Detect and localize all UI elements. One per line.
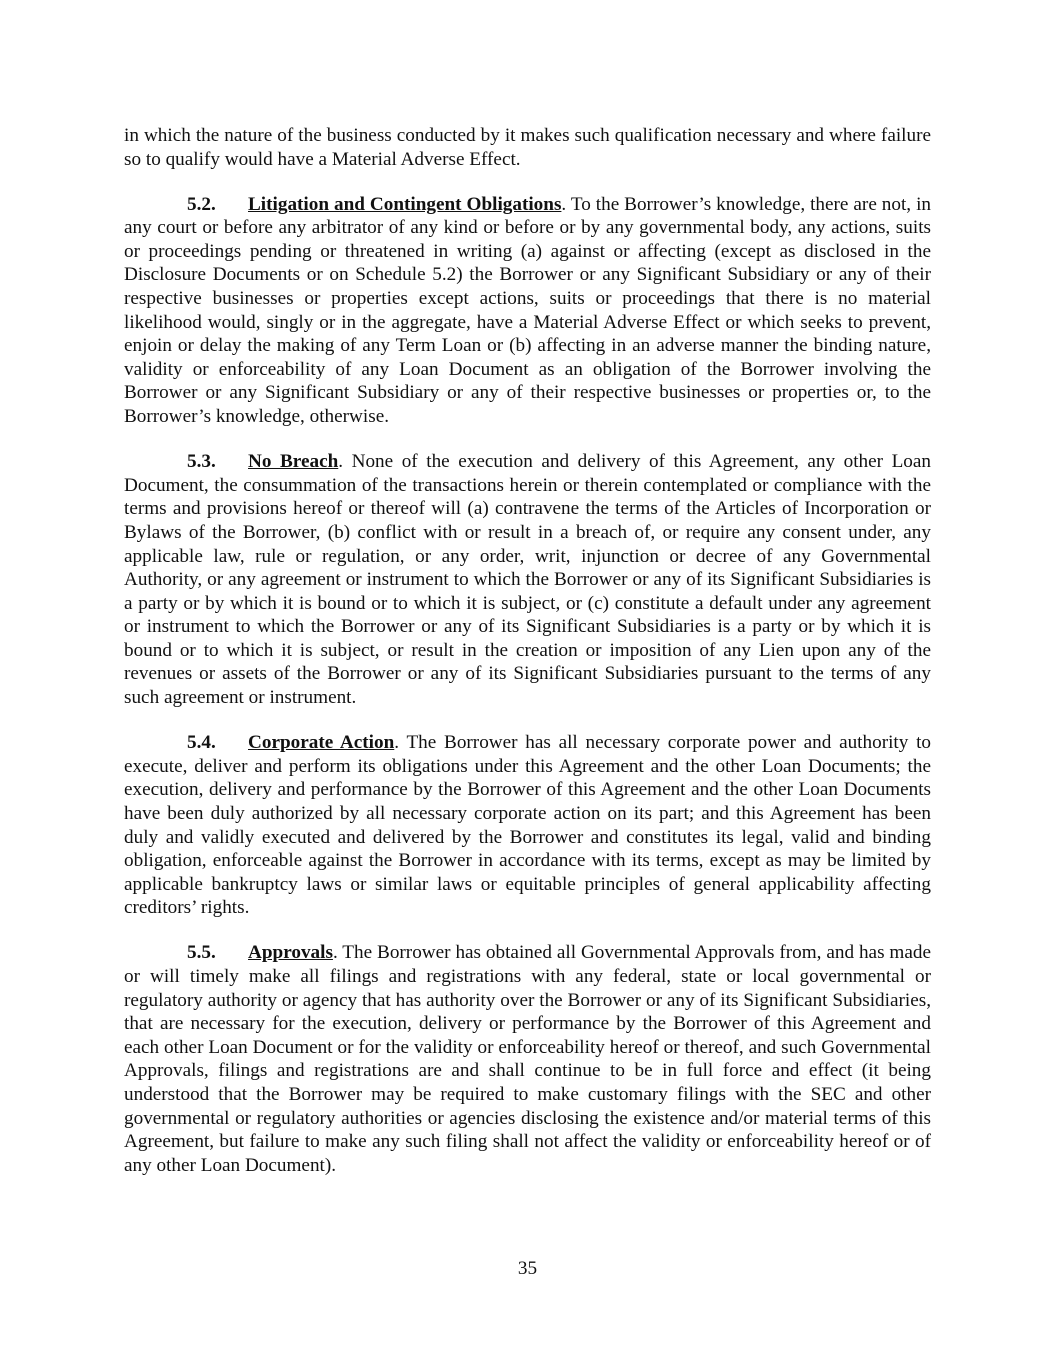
section-title: Litigation and Contingent Obligations: [248, 193, 562, 215]
continuation-paragraph: in which the nature of the business conducted by it makes such qualification necessary and where failure so to qualify would have a Material Adverse Effect.: [124, 125, 931, 170]
section-number: 5.3.: [187, 451, 216, 473]
section-5-4: [124, 731, 931, 920]
page-number: 35: [517, 1258, 538, 1279]
section-5-5: [124, 941, 931, 1177]
section-number: 5.5.: [187, 942, 216, 964]
section-title: No Breach: [248, 451, 339, 473]
section-title: Approvals: [248, 942, 333, 964]
section-body: . The Borrower has all necessary corporate power and authority to execute, deliver and perform its obligations under this Agreement and the other Loan Documents; the execution, delivery and performance by the Borrower of this Agreement and the other Loan Documents have been duly authorized by all necessary corporate action on its part; and this Agreement has been duly and validly executed and delivered by the Borrower and constitutes its legal, valid and binding obligation, enforceable against the Borrower in accordance with its terms, except as may be limited by applicable bankruptcy laws or similar laws or equitable principles of general applicability affecting creditors’ rights.: [124, 732, 931, 919]
section-body: . None of the execution and delivery of this Agreement, any other Loan Document, the consummation of the transactions herein or therein contemplated or compliance with the terms and provisions hereof or thereof will (a) contravene the terms of the Articles of Incorporation or Bylaws of the Borrower, (b) conflict with or result in a breach of, or require any consent under, any applicable law, rule or regulation, or any order, writ, injunction or decree of any Governmental Authority, or any agreement or instrument to which the Borrower or any of its Significant Subsidiaries is a party or by which it is bound or to which it is subject, or (c) constitute a default under any agreement or instrument to which the Borrower or any of its Significant Subsidiaries is a party or by which it is bound or to which it is subject, or result in the creation or imposition of any Lien upon any of the revenues or assets of the Borrower or any of its Significant Subsidiaries pursuant to the terms of any such agreement or instrument.: [124, 451, 931, 709]
section-body: . To the Borrower’s knowledge, there are not, in any court or before any arbitrator of any kind or before or by any governmental body, any actions, suits or proceedings pending or threatened in writing (a) against or affecting (except as disclosed in the Disclosure Documents or on Schedule 5.2) the Borrower or any Significant Subsidiary or any of their respective businesses or properties except actions, suits or proceedings that there is no material likelihood would, singly or in the aggregate, have a Material Adverse Effect or which seeks to prevent, enjoin or delay the making of any Term Loan or (b) affecting in an adverse manner the binding nature, validity or enforceability of any Loan Document as an obligation of the Borrower involving the Borrower or any Significant Subsidiary or any of their respective businesses or properties or, to the Borrower’s knowledge, otherwise.: [124, 193, 931, 428]
section-title: Corporate Action: [248, 732, 395, 754]
section-5-2: [124, 193, 931, 429]
section-number: 5.2.: [187, 193, 216, 215]
document-page: [124, 124, 931, 1199]
section-number: 5.4.: [187, 732, 216, 754]
section-body: . The Borrower has obtained all Governmental Approvals from, and has made or will timely make all filings and registrations with any federal, state or local governmental or regulatory authority or agency that has authority over the Borrower or any of its Significant Subsidiaries, that are necessary for the execution, delivery or performance by the Borrower of this Agreement and each other Loan Document or for the validity or enforceability hereof or thereof, and such Governmental Approvals, filings and registrations are and shall continue to be in full force and effect (it being understood that the Borrower may be required to make customary filings with the SEC and other governmental or regulatory authorities or agencies disclosing the existence and/or material terms of this Agreement, but failure to make any such filing shall not affect the validity or enforceability hereof or of any other Loan Document).: [124, 942, 931, 1176]
section-5-3: [124, 450, 931, 710]
